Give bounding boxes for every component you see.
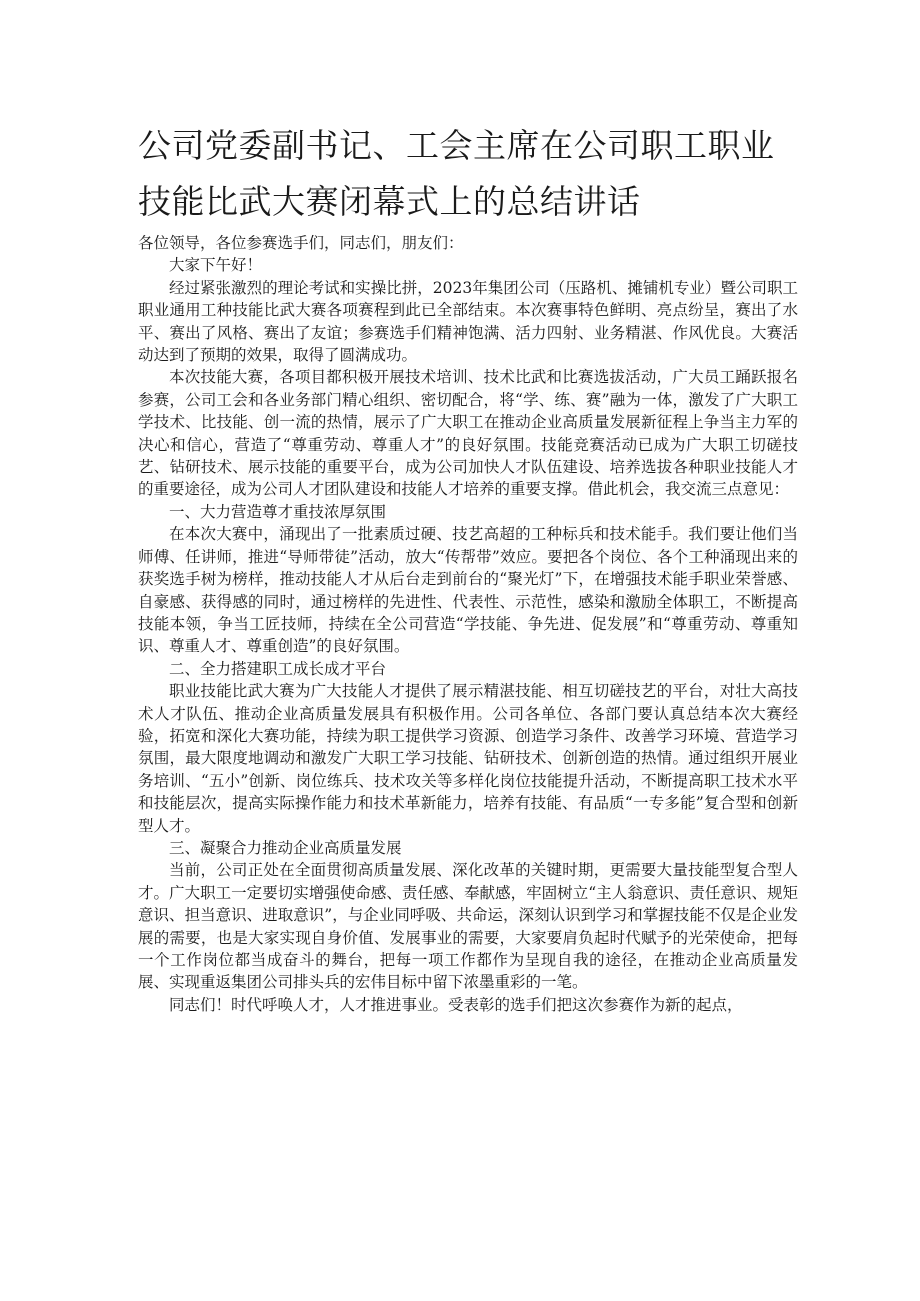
greeting: 大家下午好！ <box>169 256 263 275</box>
paragraph-section-1: 在本次大赛中，涌现出了一批素质过硬、技艺高超的工种标兵和技术能手。我们要让他们当师傅、任讲师，推进“导师带徒”活动，放大“传帮带”效应。要把各个岗位、各个工种涌现出来的获奖选手树为榜样，推动技能人才从后台走到前台的“聚光灯”下，在增强技术能手职业荣誉感、自豪感、获得感的同时，通过榜样的先进性、代表性、示范性，感染和激励全体职工，不断提高技能本领，争当工匠技师，持续在全公司营造“学技能、争先进、促发展”和“尊重劳动、尊重知识、尊重人才、尊重创造”的良好氛围。 <box>138 525 798 656</box>
section-heading-1: 一、大力营造尊才重技浓厚氛围 <box>169 502 387 521</box>
paragraph-closing: 同志们！时代呼唤人才，人才推进事业。受表彰的选手们把这次参赛作为新的起点， <box>169 995 743 1014</box>
paragraph-intro: 经过紧张激烈的理论考试和实操比拼，2023年集团公司（压路机、摊铺机专业）暨公司职工职业通用工种技能比武大赛各项赛程到此已全部结束。本次赛事特色鲜明、亮点纷呈，赛出了水平、赛出了风格、赛出了友谊；参赛选手们精神饱满、活力四射、业务精湛、作风优良。大赛活动达到了预期的效果，取得了圆满成功。 <box>138 278 798 365</box>
paragraph-overview: 本次技能大赛，各项目都积极开展技术培训、技术比武和比赛选拔活动，广大员工踊跃报名参赛，公司工会和各业务部门精心组织、密切配合，将“学、练、赛”融为一体，激发了广大职工学技术、比技能、创一流的热情，展示了广大职工在推动企业高质量发展新征程上争当主力军的决心和信心，营造了“尊重劳动、尊重人才”的良好氛围。技能竞赛活动已成为广大职工切磋技艺、钻研技术、展示技能的重要平台，成为公司加快人才队伍建设、培养选拔各种职业技能人才的重要途径，成为公司人才团队建设和技能人才培养的重要支撑。借此机会，我交流三点意见： <box>138 368 798 499</box>
paragraph-section-2: 职业技能比武大赛为广大技能人才提供了展示精湛技能、相互切磋技艺的平台，对壮大高技术人才队伍、推动企业高质量发展具有积极作用。公司各单位、各部门要认真总结本次大赛经验，拓宽和深化大赛功能，持续为职工提供学习资源、创造学习条件、改善学习环境、营造学习氛围，最大限度地调动和激发广大职工学习技能、钻研技术、创新创造的热情。通过组织开展业务培训、“五小”创新、岗位练兵、技术攻关等多样化岗位技能提升活动，不断提高职工技术水平和技能层次，提高实际操作能力和技术革新能力，培养有技能、有品质“一专多能”复合型和创新型人才。 <box>138 682 798 835</box>
section-heading-2: 二、全力搭建职工成长成才平台 <box>169 659 387 678</box>
salutation: 各位领导，各位参赛选手们，同志们，朋友们： <box>138 234 464 252</box>
section-heading-3: 三、凝聚合力推动企业高质量发展 <box>169 838 402 857</box>
document-body <box>138 232 798 1016</box>
paragraph-section-3: 当前，公司正处在全面贯彻高质量发展、深化改革的关键时期，更需要大量技能型复合型人才。广大职工一定要切实增强使命感、责任感、奉献感，牢固树立“主人翁意识、责任意识、规矩意识、担当意识、进取意识”，与企业同呼吸、共命运，深刻认识到学习和掌握技能不仅是企业发展的需要，也是大家实现自身价值、发展事业的需要，大家要肩负起时代赋予的光荣使命，把每一个工作岗位都当成奋斗的舞台，把每一项工作都作为呈现自我的途径，在推动企业高质量发展、实现重返集团公司排头兵的宏伟目标中留下浓墨重彩的一笔。 <box>138 861 798 992</box>
document-title: 公司党委副书记、工会主席在公司职工职业技能比武大赛闭幕式上的总结讲话 <box>138 126 775 221</box>
